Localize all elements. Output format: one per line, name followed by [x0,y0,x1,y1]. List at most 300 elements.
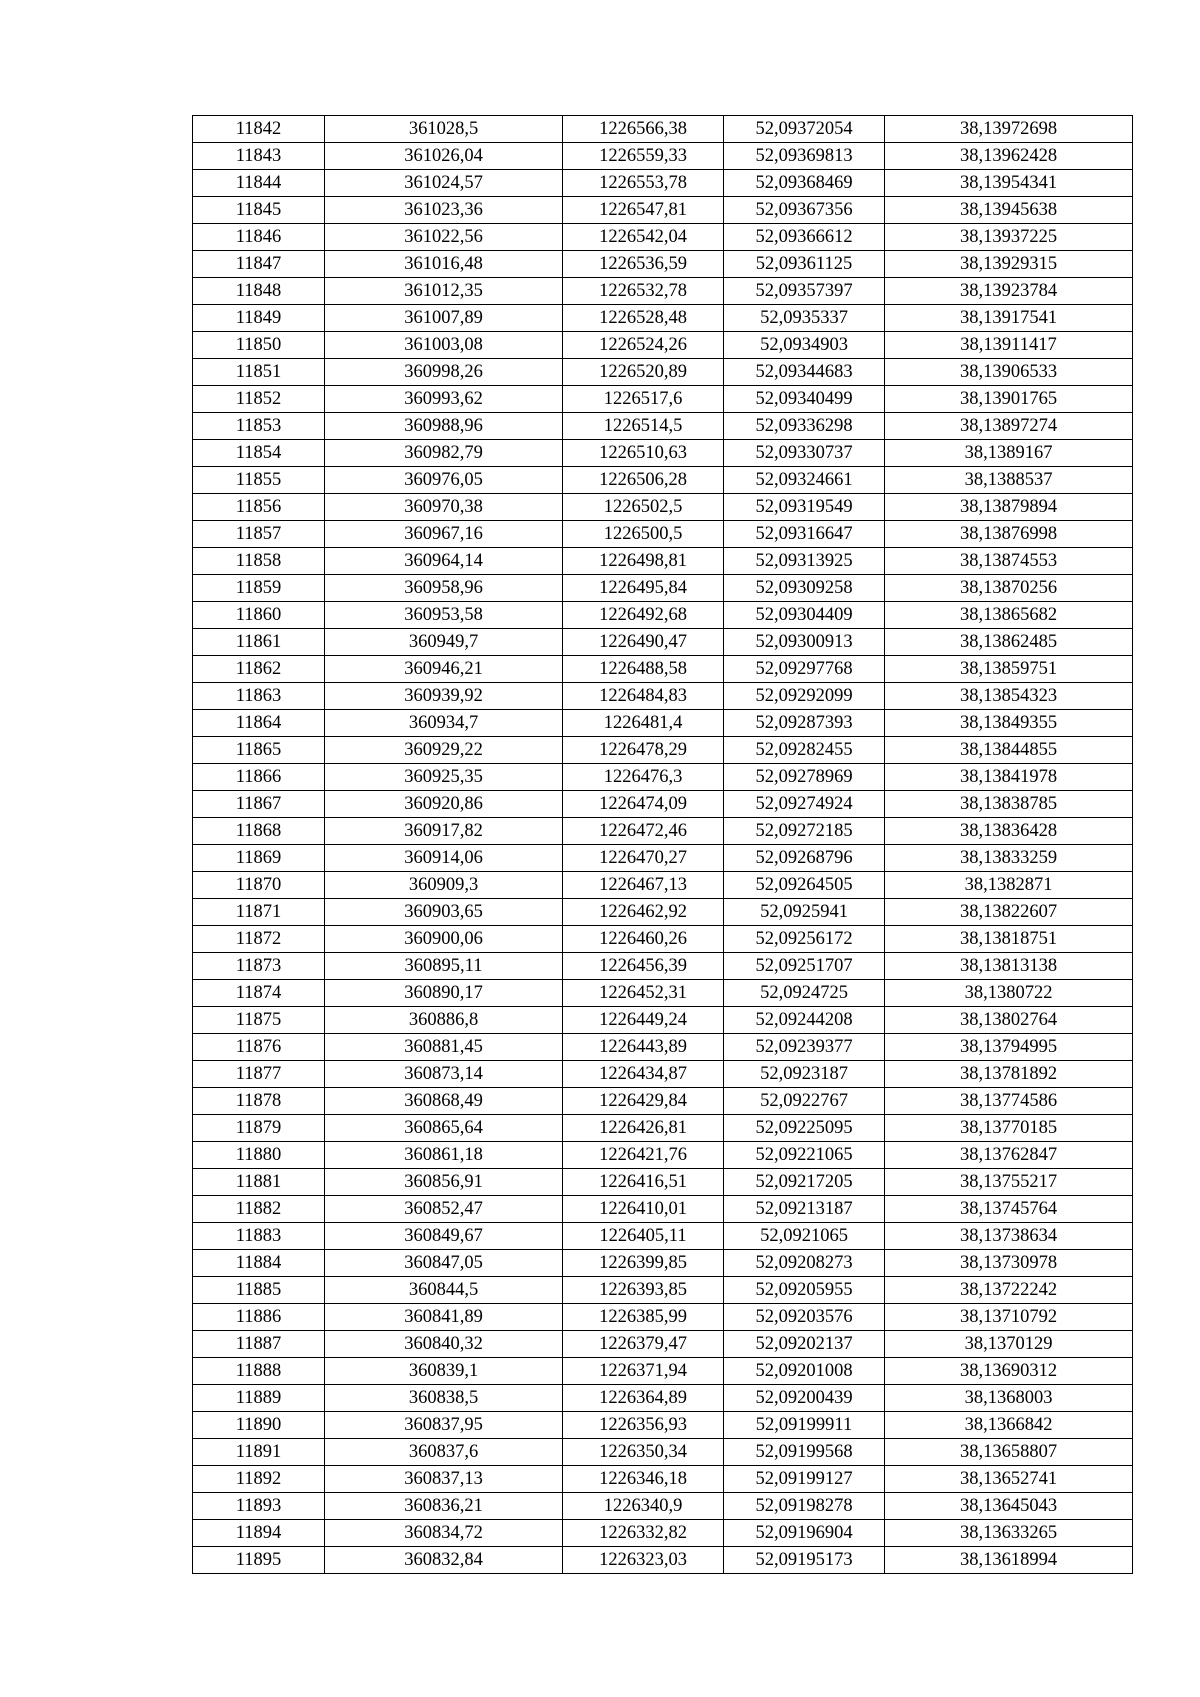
longitude-cell: 38,13802764 [885,1007,1133,1034]
point-number-cell: 11851 [193,359,325,386]
point-number-cell: 11856 [193,494,325,521]
latitude-cell: 52,09292099 [724,683,885,710]
latitude-cell: 52,09366612 [724,224,885,251]
point-number-cell: 11844 [193,170,325,197]
point-number-cell: 11886 [193,1304,325,1331]
y-coordinate-cell: 1226566,38 [563,116,724,143]
table-row [193,1304,1133,1331]
table-row [193,1520,1133,1547]
x-coordinate-cell: 361012,35 [325,278,563,305]
table-row [193,1277,1133,1304]
longitude-cell: 38,1380722 [885,980,1133,1007]
latitude-cell: 52,09208273 [724,1250,885,1277]
latitude-cell: 52,0923187 [724,1061,885,1088]
y-coordinate-cell: 1226434,87 [563,1061,724,1088]
x-coordinate-cell: 361007,89 [325,305,563,332]
point-number-cell: 11842 [193,116,325,143]
longitude-cell: 38,13618994 [885,1547,1133,1574]
y-coordinate-cell: 1226481,4 [563,710,724,737]
table-row [193,1466,1133,1493]
point-number-cell: 11864 [193,710,325,737]
point-number-cell: 11890 [193,1412,325,1439]
table-row [193,926,1133,953]
x-coordinate-cell: 360925,35 [325,764,563,791]
latitude-cell: 52,09330737 [724,440,885,467]
table-row [193,278,1133,305]
y-coordinate-cell: 1226532,78 [563,278,724,305]
x-coordinate-cell: 360939,92 [325,683,563,710]
longitude-cell: 38,13833259 [885,845,1133,872]
point-number-cell: 11876 [193,1034,325,1061]
y-coordinate-cell: 1226460,26 [563,926,724,953]
longitude-cell: 38,1370129 [885,1331,1133,1358]
y-coordinate-cell: 1226495,84 [563,575,724,602]
latitude-cell: 52,0935337 [724,305,885,332]
point-number-cell: 11889 [193,1385,325,1412]
longitude-cell: 38,13645043 [885,1493,1133,1520]
y-coordinate-cell: 1226443,89 [563,1034,724,1061]
latitude-cell: 52,09274924 [724,791,885,818]
longitude-cell: 38,13633265 [885,1520,1133,1547]
longitude-cell: 38,13755217 [885,1169,1133,1196]
y-coordinate-cell: 1226488,58 [563,656,724,683]
y-coordinate-cell: 1226371,94 [563,1358,724,1385]
latitude-cell: 52,09205955 [724,1277,885,1304]
coordinates-table [192,115,1133,1574]
y-coordinate-cell: 1226429,84 [563,1088,724,1115]
latitude-cell: 52,09336298 [724,413,885,440]
table-row [193,1493,1133,1520]
x-coordinate-cell: 360993,62 [325,386,563,413]
point-number-cell: 11862 [193,656,325,683]
latitude-cell: 52,09369813 [724,143,885,170]
longitude-cell: 38,13859751 [885,656,1133,683]
point-number-cell: 11893 [193,1493,325,1520]
longitude-cell: 38,13874553 [885,548,1133,575]
x-coordinate-cell: 361016,48 [325,251,563,278]
point-number-cell: 11895 [193,1547,325,1574]
table-row [193,440,1133,467]
x-coordinate-cell: 360914,06 [325,845,563,872]
point-number-cell: 11884 [193,1250,325,1277]
x-coordinate-cell: 360988,96 [325,413,563,440]
point-number-cell: 11873 [193,953,325,980]
table-row [193,1142,1133,1169]
point-number-cell: 11861 [193,629,325,656]
x-coordinate-cell: 360873,14 [325,1061,563,1088]
y-coordinate-cell: 1226520,89 [563,359,724,386]
longitude-cell: 38,13774586 [885,1088,1133,1115]
longitude-cell: 38,13822607 [885,899,1133,926]
latitude-cell: 52,09221065 [724,1142,885,1169]
table-row [193,116,1133,143]
point-number-cell: 11866 [193,764,325,791]
point-number-cell: 11863 [193,683,325,710]
table-row [193,1250,1133,1277]
point-number-cell: 11891 [193,1439,325,1466]
y-coordinate-cell: 1226490,47 [563,629,724,656]
longitude-cell: 38,13862485 [885,629,1133,656]
x-coordinate-cell: 360837,6 [325,1439,563,1466]
table-row [193,575,1133,602]
y-coordinate-cell: 1226547,81 [563,197,724,224]
latitude-cell: 52,09304409 [724,602,885,629]
latitude-cell: 52,09225095 [724,1115,885,1142]
longitude-cell: 38,1368003 [885,1385,1133,1412]
y-coordinate-cell: 1226542,04 [563,224,724,251]
longitude-cell: 38,13901765 [885,386,1133,413]
x-coordinate-cell: 360838,5 [325,1385,563,1412]
x-coordinate-cell: 361026,04 [325,143,563,170]
y-coordinate-cell: 1226356,93 [563,1412,724,1439]
table-row [193,683,1133,710]
latitude-cell: 52,09278969 [724,764,885,791]
latitude-cell: 52,09264505 [724,872,885,899]
y-coordinate-cell: 1226510,63 [563,440,724,467]
latitude-cell: 52,0924725 [724,980,885,1007]
point-number-cell: 11847 [193,251,325,278]
table-row [193,1061,1133,1088]
latitude-cell: 52,09324661 [724,467,885,494]
table-row [193,548,1133,575]
table-row [193,737,1133,764]
y-coordinate-cell: 1226399,85 [563,1250,724,1277]
longitude-cell: 38,13813138 [885,953,1133,980]
y-coordinate-cell: 1226421,76 [563,1142,724,1169]
point-number-cell: 11881 [193,1169,325,1196]
y-coordinate-cell: 1226484,83 [563,683,724,710]
longitude-cell: 38,13879894 [885,494,1133,521]
y-coordinate-cell: 1226478,29 [563,737,724,764]
table-row [193,1196,1133,1223]
x-coordinate-cell: 360847,05 [325,1250,563,1277]
x-coordinate-cell: 360841,89 [325,1304,563,1331]
point-number-cell: 11880 [193,1142,325,1169]
point-number-cell: 11870 [193,872,325,899]
latitude-cell: 52,09199127 [724,1466,885,1493]
longitude-cell: 38,13937225 [885,224,1133,251]
table-row [193,467,1133,494]
longitude-cell: 38,13876998 [885,521,1133,548]
x-coordinate-cell: 360849,67 [325,1223,563,1250]
x-coordinate-cell: 360949,7 [325,629,563,656]
longitude-cell: 38,1389167 [885,440,1133,467]
y-coordinate-cell: 1226340,9 [563,1493,724,1520]
x-coordinate-cell: 360890,17 [325,980,563,1007]
latitude-cell: 52,09213187 [724,1196,885,1223]
y-coordinate-cell: 1226452,31 [563,980,724,1007]
y-coordinate-cell: 1226500,5 [563,521,724,548]
table-row [193,332,1133,359]
point-number-cell: 11875 [193,1007,325,1034]
table-row [193,1439,1133,1466]
table-row [193,1007,1133,1034]
point-number-cell: 11867 [193,791,325,818]
point-number-cell: 11885 [193,1277,325,1304]
table-row [193,791,1133,818]
point-number-cell: 11887 [193,1331,325,1358]
y-coordinate-cell: 1226467,13 [563,872,724,899]
point-number-cell: 11853 [193,413,325,440]
point-number-cell: 11868 [193,818,325,845]
longitude-cell: 38,13865682 [885,602,1133,629]
longitude-cell: 38,13794995 [885,1034,1133,1061]
point-number-cell: 11871 [193,899,325,926]
latitude-cell: 52,09198278 [724,1493,885,1520]
x-coordinate-cell: 360967,16 [325,521,563,548]
point-number-cell: 11882 [193,1196,325,1223]
point-number-cell: 11852 [193,386,325,413]
longitude-cell: 38,13652741 [885,1466,1133,1493]
point-number-cell: 11858 [193,548,325,575]
table-row [193,1385,1133,1412]
latitude-cell: 52,09256172 [724,926,885,953]
x-coordinate-cell: 360958,96 [325,575,563,602]
longitude-cell: 38,13849355 [885,710,1133,737]
latitude-cell: 52,09340499 [724,386,885,413]
x-coordinate-cell: 360881,45 [325,1034,563,1061]
point-number-cell: 11850 [193,332,325,359]
x-coordinate-cell: 361028,5 [325,116,563,143]
x-coordinate-cell: 360844,5 [325,1277,563,1304]
table-row [193,1223,1133,1250]
table-row [193,1034,1133,1061]
y-coordinate-cell: 1226332,82 [563,1520,724,1547]
longitude-cell: 38,13923784 [885,278,1133,305]
table-row [193,1547,1133,1574]
table-row [193,1169,1133,1196]
y-coordinate-cell: 1226410,01 [563,1196,724,1223]
point-number-cell: 11874 [193,980,325,1007]
longitude-cell: 38,13945638 [885,197,1133,224]
table-row [193,656,1133,683]
x-coordinate-cell: 360837,13 [325,1466,563,1493]
x-coordinate-cell: 360934,7 [325,710,563,737]
x-coordinate-cell: 360865,64 [325,1115,563,1142]
latitude-cell: 52,09368469 [724,170,885,197]
table-row [193,197,1133,224]
table-row [193,980,1133,1007]
longitude-cell: 38,13658807 [885,1439,1133,1466]
point-number-cell: 11869 [193,845,325,872]
point-number-cell: 11892 [193,1466,325,1493]
y-coordinate-cell: 1226470,27 [563,845,724,872]
latitude-cell: 52,0921065 [724,1223,885,1250]
latitude-cell: 52,09313925 [724,548,885,575]
y-coordinate-cell: 1226323,03 [563,1547,724,1574]
longitude-cell: 38,13841978 [885,764,1133,791]
latitude-cell: 52,09309258 [724,575,885,602]
x-coordinate-cell: 361003,08 [325,332,563,359]
latitude-cell: 52,09217205 [724,1169,885,1196]
table-row [193,170,1133,197]
y-coordinate-cell: 1226517,6 [563,386,724,413]
x-coordinate-cell: 360946,21 [325,656,563,683]
point-number-cell: 11883 [193,1223,325,1250]
latitude-cell: 52,09199568 [724,1439,885,1466]
latitude-cell: 52,09287393 [724,710,885,737]
y-coordinate-cell: 1226553,78 [563,170,724,197]
x-coordinate-cell: 360970,38 [325,494,563,521]
x-coordinate-cell: 360856,91 [325,1169,563,1196]
table-row [193,845,1133,872]
x-coordinate-cell: 360976,05 [325,467,563,494]
latitude-cell: 52,09199911 [724,1412,885,1439]
point-number-cell: 11857 [193,521,325,548]
point-number-cell: 11879 [193,1115,325,1142]
y-coordinate-cell: 1226528,48 [563,305,724,332]
table-row [193,602,1133,629]
x-coordinate-cell: 360839,1 [325,1358,563,1385]
y-coordinate-cell: 1226416,51 [563,1169,724,1196]
latitude-cell: 52,09316647 [724,521,885,548]
longitude-cell: 38,13818751 [885,926,1133,953]
x-coordinate-cell: 360998,26 [325,359,563,386]
table-row [193,1331,1133,1358]
x-coordinate-cell: 361024,57 [325,170,563,197]
longitude-cell: 38,13838785 [885,791,1133,818]
table-row [193,521,1133,548]
point-number-cell: 11855 [193,467,325,494]
longitude-cell: 38,13770185 [885,1115,1133,1142]
latitude-cell: 52,09201008 [724,1358,885,1385]
point-number-cell: 11877 [193,1061,325,1088]
y-coordinate-cell: 1226498,81 [563,548,724,575]
point-number-cell: 11859 [193,575,325,602]
y-coordinate-cell: 1226474,09 [563,791,724,818]
x-coordinate-cell: 360917,82 [325,818,563,845]
y-coordinate-cell: 1226426,81 [563,1115,724,1142]
longitude-cell: 38,13917541 [885,305,1133,332]
point-number-cell: 11854 [193,440,325,467]
longitude-cell: 38,13836428 [885,818,1133,845]
longitude-cell: 38,13911417 [885,332,1133,359]
longitude-cell: 38,13710792 [885,1304,1133,1331]
y-coordinate-cell: 1226364,89 [563,1385,724,1412]
y-coordinate-cell: 1226346,18 [563,1466,724,1493]
y-coordinate-cell: 1226476,3 [563,764,724,791]
latitude-cell: 52,09344683 [724,359,885,386]
table-row [193,953,1133,980]
latitude-cell: 52,09202137 [724,1331,885,1358]
latitude-cell: 52,09361125 [724,251,885,278]
point-number-cell: 11888 [193,1358,325,1385]
x-coordinate-cell: 360868,49 [325,1088,563,1115]
latitude-cell: 52,09372054 [724,116,885,143]
longitude-cell: 38,13906533 [885,359,1133,386]
point-number-cell: 11878 [193,1088,325,1115]
point-number-cell: 11849 [193,305,325,332]
latitude-cell: 52,0922767 [724,1088,885,1115]
x-coordinate-cell: 360852,47 [325,1196,563,1223]
x-coordinate-cell: 360920,86 [325,791,563,818]
point-number-cell: 11865 [193,737,325,764]
y-coordinate-cell: 1226502,5 [563,494,724,521]
latitude-cell: 52,09297768 [724,656,885,683]
longitude-cell: 38,1388537 [885,467,1133,494]
x-coordinate-cell: 360953,58 [325,602,563,629]
latitude-cell: 52,0925941 [724,899,885,926]
table-row [193,386,1133,413]
point-number-cell: 11860 [193,602,325,629]
y-coordinate-cell: 1226456,39 [563,953,724,980]
point-number-cell: 11872 [193,926,325,953]
point-number-cell: 11845 [193,197,325,224]
latitude-cell: 52,09195173 [724,1547,885,1574]
latitude-cell: 52,09239377 [724,1034,885,1061]
x-coordinate-cell: 361023,36 [325,197,563,224]
table-row [193,629,1133,656]
y-coordinate-cell: 1226449,24 [563,1007,724,1034]
y-coordinate-cell: 1226524,26 [563,332,724,359]
x-coordinate-cell: 360929,22 [325,737,563,764]
longitude-cell: 38,13690312 [885,1358,1133,1385]
longitude-cell: 38,13929315 [885,251,1133,278]
y-coordinate-cell: 1226559,33 [563,143,724,170]
latitude-cell: 52,09244208 [724,1007,885,1034]
latitude-cell: 52,09319549 [724,494,885,521]
latitude-cell: 52,09203576 [724,1304,885,1331]
latitude-cell: 52,09367356 [724,197,885,224]
latitude-cell: 52,09300913 [724,629,885,656]
latitude-cell: 52,09196904 [724,1520,885,1547]
y-coordinate-cell: 1226472,46 [563,818,724,845]
longitude-cell: 38,13745764 [885,1196,1133,1223]
table-row [193,1088,1133,1115]
latitude-cell: 52,09282455 [724,737,885,764]
longitude-cell: 38,13762847 [885,1142,1133,1169]
table-row [193,359,1133,386]
y-coordinate-cell: 1226405,11 [563,1223,724,1250]
longitude-cell: 38,1366842 [885,1412,1133,1439]
x-coordinate-cell: 360903,65 [325,899,563,926]
x-coordinate-cell: 360836,21 [325,1493,563,1520]
longitude-cell: 38,13962428 [885,143,1133,170]
x-coordinate-cell: 360964,14 [325,548,563,575]
table-row [193,143,1133,170]
table-row [193,1115,1133,1142]
x-coordinate-cell: 360895,11 [325,953,563,980]
table-row [193,1412,1133,1439]
table-row [193,494,1133,521]
table-row [193,305,1133,332]
y-coordinate-cell: 1226462,92 [563,899,724,926]
table-row [193,251,1133,278]
table-row [193,764,1133,791]
longitude-cell: 38,13844855 [885,737,1133,764]
table-row [193,224,1133,251]
table-row [193,872,1133,899]
x-coordinate-cell: 360886,8 [325,1007,563,1034]
coordinates-table-body [193,116,1133,1574]
table-row [193,413,1133,440]
y-coordinate-cell: 1226492,68 [563,602,724,629]
longitude-cell: 38,13954341 [885,170,1133,197]
latitude-cell: 52,09272185 [724,818,885,845]
latitude-cell: 52,09357397 [724,278,885,305]
y-coordinate-cell: 1226379,47 [563,1331,724,1358]
longitude-cell: 38,13897274 [885,413,1133,440]
longitude-cell: 38,13972698 [885,116,1133,143]
x-coordinate-cell: 360834,72 [325,1520,563,1547]
table-row [193,710,1133,737]
point-number-cell: 11846 [193,224,325,251]
table-row [193,1358,1133,1385]
y-coordinate-cell: 1226536,59 [563,251,724,278]
y-coordinate-cell: 1226350,34 [563,1439,724,1466]
point-number-cell: 11843 [193,143,325,170]
x-coordinate-cell: 360840,32 [325,1331,563,1358]
